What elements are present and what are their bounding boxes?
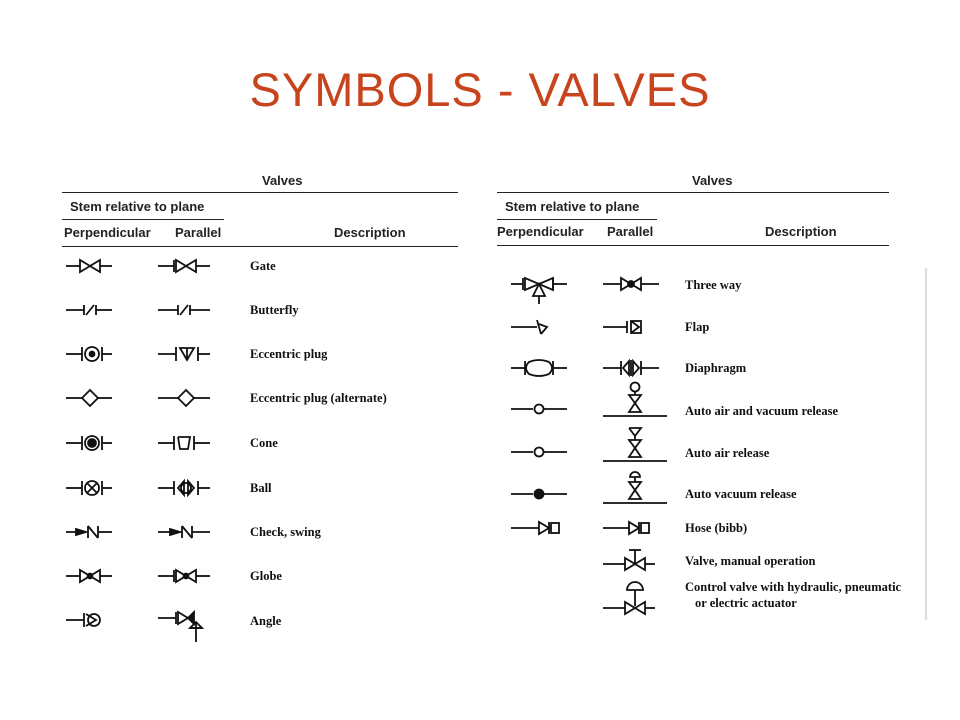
hose-bibb-icon bbox=[511, 520, 563, 536]
group-header: Valves bbox=[262, 173, 303, 188]
subheader-rule bbox=[62, 219, 224, 220]
auto-vacuum-release-icon bbox=[511, 488, 567, 500]
valves-table-left bbox=[62, 168, 458, 648]
description-globe: Globe bbox=[250, 569, 282, 583]
description-check-swing: Check, swing bbox=[250, 525, 321, 539]
three-way-valve-icon bbox=[511, 276, 567, 304]
description-flap: Flap bbox=[685, 320, 710, 334]
three-way-valve-icon bbox=[603, 276, 659, 292]
flap-valve-icon bbox=[511, 318, 559, 336]
column-description: Description bbox=[765, 224, 837, 239]
gate-valve-icon bbox=[66, 258, 114, 274]
check-swing-valve-icon bbox=[66, 524, 114, 540]
valves-table-right bbox=[495, 168, 929, 628]
diaphragm-valve-icon bbox=[603, 359, 659, 377]
auto-air-release-icon bbox=[603, 426, 667, 464]
description-three-way: Three way bbox=[685, 278, 742, 292]
description-angle: Angle bbox=[250, 614, 282, 628]
subheader-rule bbox=[497, 219, 657, 220]
control-valve-actuator-icon bbox=[603, 580, 655, 616]
columns-rule bbox=[62, 246, 458, 247]
column-perpendicular: Perpendicular bbox=[497, 224, 584, 239]
column-description: Description bbox=[334, 225, 406, 240]
hose-bibb-icon bbox=[603, 520, 655, 536]
cone-valve-icon bbox=[158, 434, 210, 452]
auto-vacuum-release-icon bbox=[603, 468, 667, 506]
description-manual-valve: Valve, manual operation bbox=[685, 554, 816, 568]
description-cone: Cone bbox=[250, 436, 278, 450]
scan-edge-line bbox=[925, 268, 927, 620]
check-swing-valve-icon bbox=[158, 524, 210, 540]
eccentric-plug-alternate-icon bbox=[158, 389, 210, 407]
auto-air-vacuum-release-icon bbox=[603, 382, 667, 418]
description-auto-vacuum-release: Auto vacuum release bbox=[685, 487, 797, 501]
globe-valve-icon bbox=[158, 568, 210, 584]
ball-valve-icon bbox=[66, 479, 114, 497]
eccentric-plug-valve-icon bbox=[158, 345, 210, 363]
description-control-valve-line2: or electric actuator bbox=[695, 596, 797, 610]
subheader-stem: Stem relative to plane bbox=[505, 199, 640, 214]
column-parallel: Parallel bbox=[607, 224, 654, 239]
description-diaphragm: Diaphragm bbox=[685, 361, 747, 375]
columns-rule bbox=[497, 245, 889, 246]
description-ball: Ball bbox=[250, 481, 272, 495]
group-header: Valves bbox=[692, 173, 733, 188]
globe-valve-icon bbox=[66, 568, 114, 584]
cone-valve-icon bbox=[66, 434, 114, 452]
angle-valve-icon bbox=[66, 611, 114, 629]
auto-air-vacuum-release-icon bbox=[511, 403, 567, 415]
gate-valve-icon bbox=[158, 258, 210, 274]
header-rule bbox=[62, 192, 458, 193]
manual-valve-icon bbox=[603, 546, 655, 572]
flap-valve-icon bbox=[603, 318, 659, 336]
page-title: SYMBOLS - VALVES bbox=[249, 63, 711, 116]
ball-valve-icon bbox=[158, 479, 210, 497]
column-perpendicular: Perpendicular bbox=[64, 225, 151, 240]
column-parallel: Parallel bbox=[175, 225, 222, 240]
description-auto-air-vacuum-release: Auto air and vacuum release bbox=[685, 404, 839, 418]
butterfly-valve-icon bbox=[66, 302, 114, 318]
description-auto-air-release: Auto air release bbox=[685, 446, 770, 460]
description-eccentric-plug: Eccentric plug bbox=[250, 347, 328, 361]
description-butterfly: Butterfly bbox=[250, 303, 299, 317]
angle-valve-icon bbox=[158, 608, 210, 644]
description-gate: Gate bbox=[250, 259, 276, 273]
auto-air-release-icon bbox=[511, 446, 567, 458]
eccentric-plug-valve-icon bbox=[66, 345, 114, 363]
description-hose-bibb: Hose (bibb) bbox=[685, 521, 748, 535]
butterfly-valve-icon bbox=[158, 302, 210, 318]
eccentric-plug-alternate-icon bbox=[66, 389, 114, 407]
diaphragm-valve-icon bbox=[511, 359, 567, 377]
header-rule bbox=[497, 192, 889, 193]
subheader-stem: Stem relative to plane bbox=[70, 199, 205, 214]
description-eccentric-plug-alternate: Eccentric plug (alternate) bbox=[250, 391, 387, 405]
description-control-valve: Control valve with hydraulic, pneumatic bbox=[685, 580, 902, 594]
